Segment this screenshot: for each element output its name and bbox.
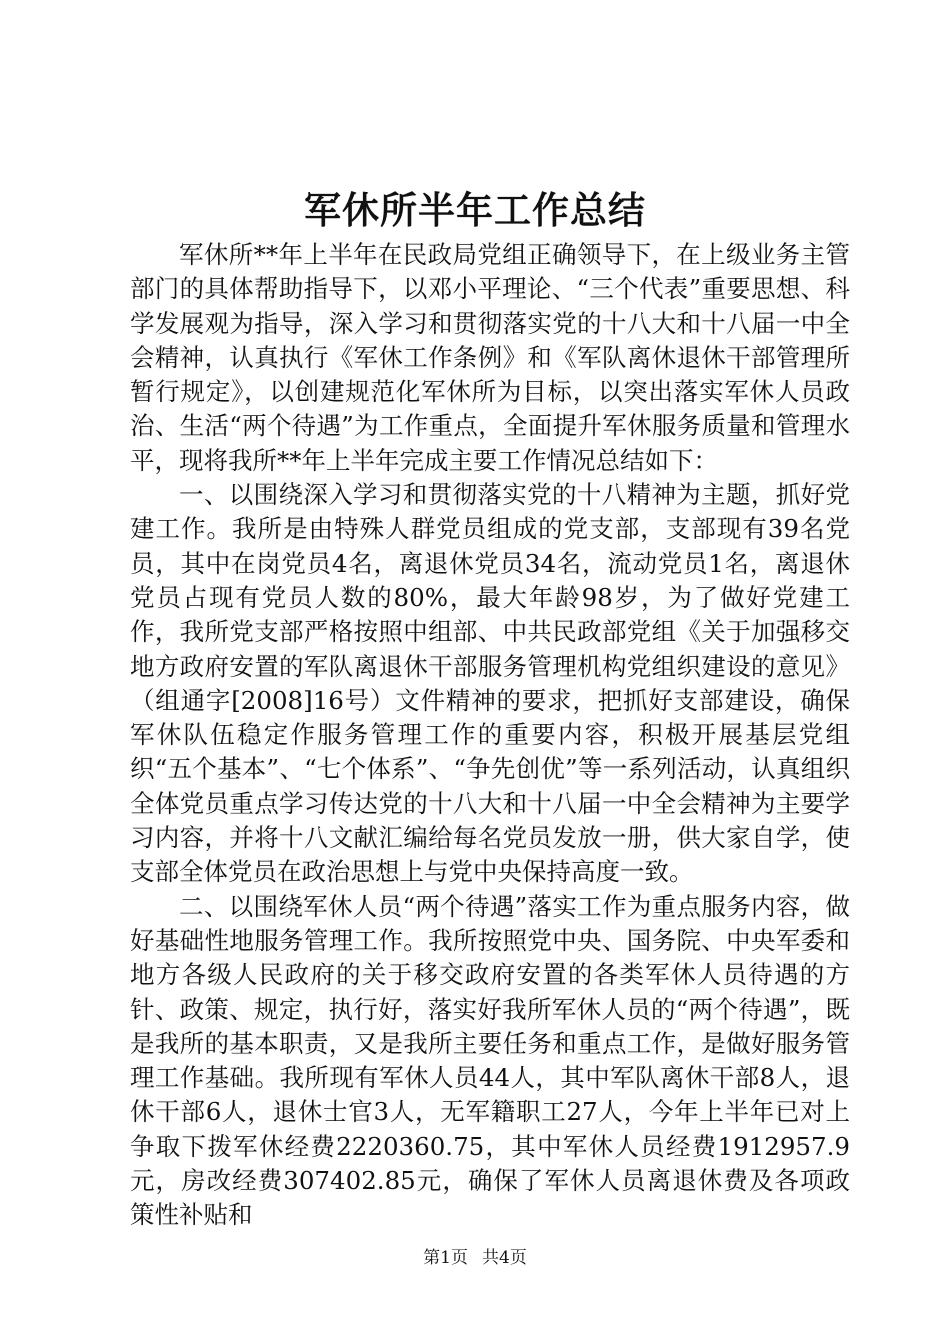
paragraph-party-building: 一、以围绕深入学习和贯彻落实党的十八精神为主题，抓好党建工作。我所是由特殊人群党员组成的党支部，支部现有39名党员，其中在岗党员4名，离退休党员34名，流动党员1名，离退休党员占现有党员人数的80%，最大年龄98岁，为了做好党建工作，我所党支部严格按照中组部、中共民政部党组《关于加强移交地方政府安置的军队离退休干部服务管理机构党组织建设的意见》（组通字[2008]16号）文件精神的要求，把抓好支部建设，确保军休队伍稳定作服务管理工作的重要内容，积极开展基层党组织“五个基本”、“七个体系”、“争先创优”等一系列活动，认真组织全体党员重点学习传达党的十八大和十八届一中全会精神为主要学习内容，并将十八文献汇编给每名党员发放一册，供大家自学，使支部全体党员在政治思想上与党中央保持高度一致。 (130, 480, 850, 887)
paragraph-two-treatments: 二、以围绕军休人员“两个待遇”落实工作为重点服务内容，做好基础性地服务管理工作。我所按照党中央、国务院、中央军委和地方各级人民政府的关于移交政府安置的各类军休人员待遇的方针、政策、规定，执行好，落实好我所军休人员的“两个待遇”，既是我所的基本职责，又是我所主要任务和重点工作，是做好服务管理工作基础。我所现有军休人员44人，其中军队离休干部8人，退休干部6人，退休士官3人，无军籍职工27人，今年上半年已对上争取下拨军休经费2220360.75，其中军休人员经费1912957.9元，房改经费307402.85元，确保了军休人员离退休费及各项政策性补贴和 (130, 891, 850, 1230)
document-title: 军休所半年工作总结 (304, 188, 646, 232)
page-total: 共4页 (482, 1248, 527, 1268)
document-body (130, 238, 850, 1233)
paragraph-intro: 军休所**年上半年在民政局党组正确领导下，在上级业务主管部门的具体帮助指导下，以邓小平理论、“三个代表”重要思想、科学发展观为指导，深入学习和贯彻落实党的十八大和十八届一中全会精神，认真执行《军休工作条例》和《军队离休退休干部管理所暂行规定》，以创建规范化军休所为目标，以突出落实军休人员政治、生活“两个待遇”为工作重点，全面提升军休服务质量和管理水平，现将我所**年上半年完成主要工作情况总结如下： (130, 240, 850, 475)
page-number: 第1页 (423, 1248, 468, 1268)
page-footer (0, 1246, 950, 1270)
